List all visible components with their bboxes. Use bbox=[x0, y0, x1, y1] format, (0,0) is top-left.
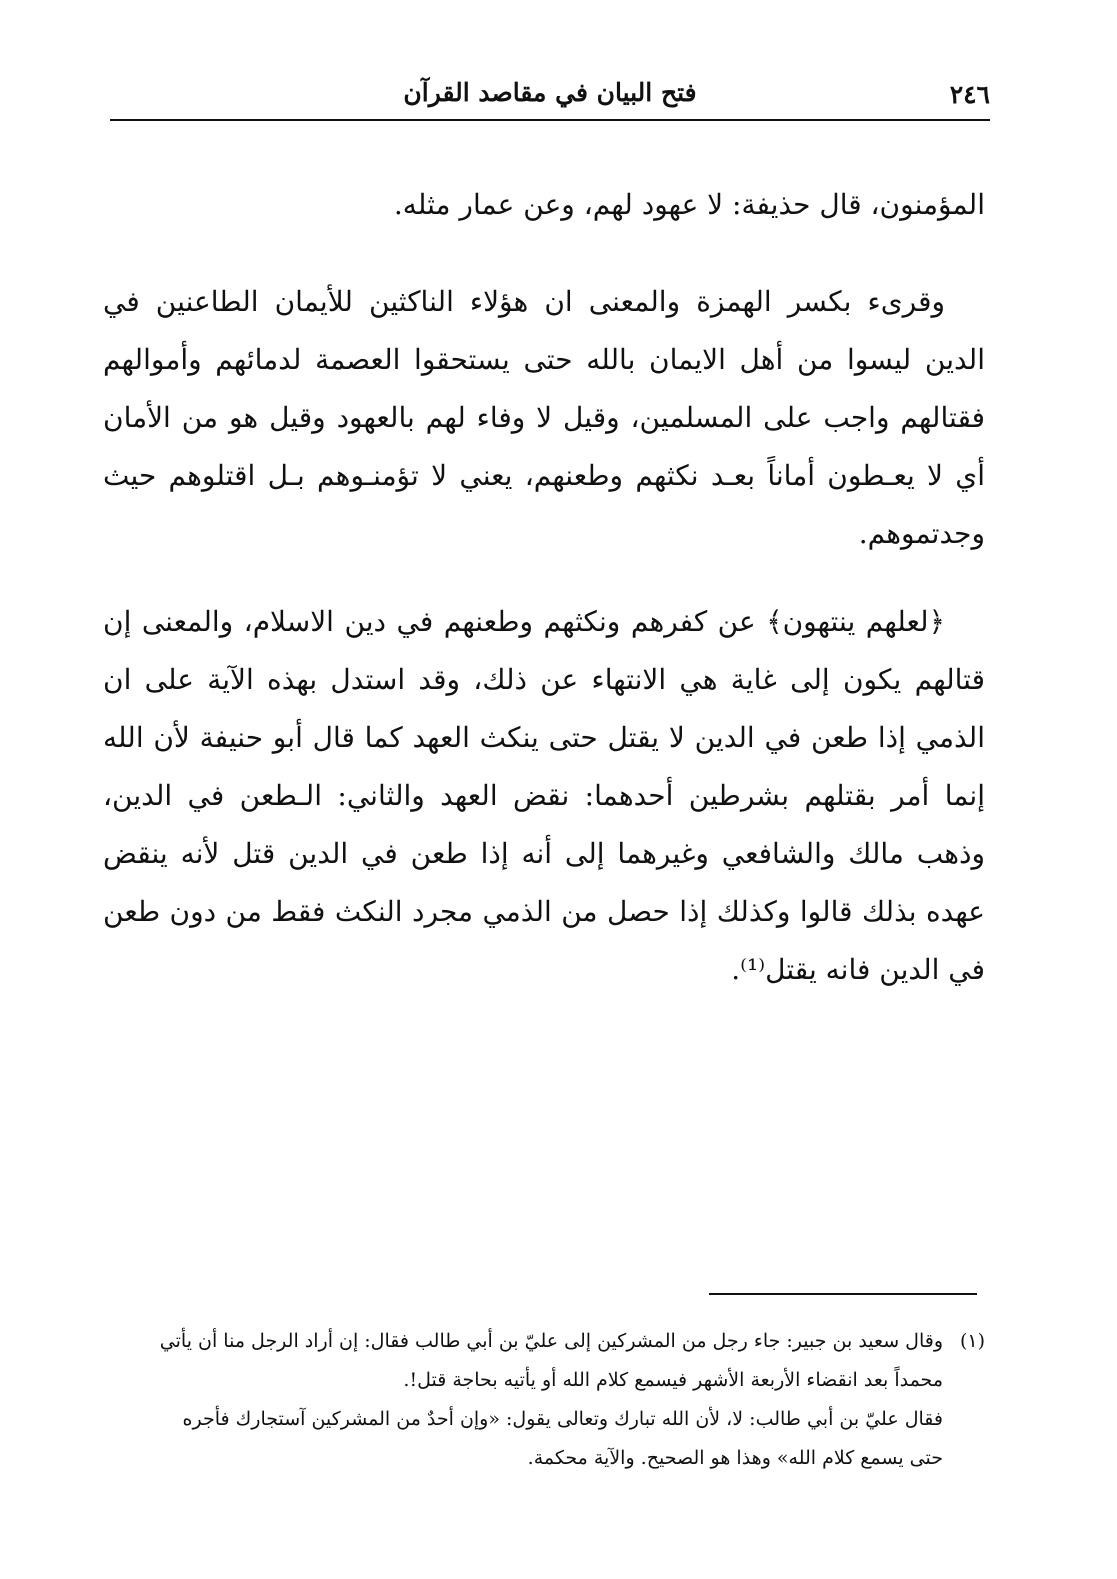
footnote-text bbox=[88, 1322, 943, 1478]
footnotes bbox=[88, 1322, 985, 1478]
page-number: ٢٤٦ bbox=[949, 80, 990, 109]
running-title: فتح البيان في مقاصد القرآن bbox=[403, 78, 697, 107]
footnote-line-2: محمداً بعد انقضاء الأربعة الأشهر فيسمع كلام الله أو يأتيه بحاجة قتل!. bbox=[403, 1369, 943, 1391]
body-paragraph-2: وقرىء بكسر الهمزة والمعنى ان هؤلاء الناكثين للأيمان الطاعنين في الدين ليسوا من أهل الايمان بالله حتى يستحقوا العصمة لدمائهم وأموالهم فقتالهم واجب على المسلمين، وقيل لا وفاء لهم بالعهود وقيل هو من الأمان أي لا يعـطون أماناً بعـد نكثهم وطعنهم، يعني لا تؤمنـوهم بـل اقتلوهم حيث وجدتموهم. bbox=[103, 285, 985, 550]
body-paragraph-1: المؤمنون، قال حذيفة: لا عهود لهم، وعن عمار مثله. bbox=[393, 188, 985, 221]
header-rule bbox=[110, 119, 990, 121]
footnote-line-3: فقال عليّ بن أبي طالب: لا، لأن الله تبارك وتعالى يقول: «وإن أحدٌ من المشركين آستجارك فأجره bbox=[182, 1408, 943, 1430]
body-paragraph-3: ﴿لعلهم ينتهون﴾ عن كفرهم ونكثهم وطعنهم في دين الاسلام، والمعنى إن قتالهم يكون إلى غاية هي الانتهاء عن ذلك، وقد استدل بهذه الآية على ان الذمي إذا طعن في الدين لا يقتل حتى ينكث العهد كما قال أبو حنيفة لأن الله إنما أمر بقتلهم بشرطين أحدهما: نقض العهد والثاني: الـطعن في الدين، وذهب مالك والشافعي وغيرهما إلى أنه إذا طعن في الدين قتل لأنه ينقض عهده بذلك قالوا وكذلك إذا حصل من الذمي مجرد النكث فقط من دون طعن في الدين فانه يقتل⁽¹⁾. bbox=[103, 605, 986, 986]
page-header bbox=[110, 72, 990, 116]
footnote-line-4: حتى يسمع كلام الله» وهذا هو الصحيح. والآية محكمة. bbox=[527, 1447, 943, 1469]
footnote-line-1: وقال سعيد بن جبير: جاء رجل من المشركين إلى عليّ بن أبي طالب فقال: إن أراد الرجل منا أن يأتي bbox=[159, 1330, 943, 1352]
footnote-marker: (١) bbox=[959, 1330, 985, 1352]
footnote-rule bbox=[709, 1293, 977, 1295]
footnote-1 bbox=[88, 1322, 985, 1478]
